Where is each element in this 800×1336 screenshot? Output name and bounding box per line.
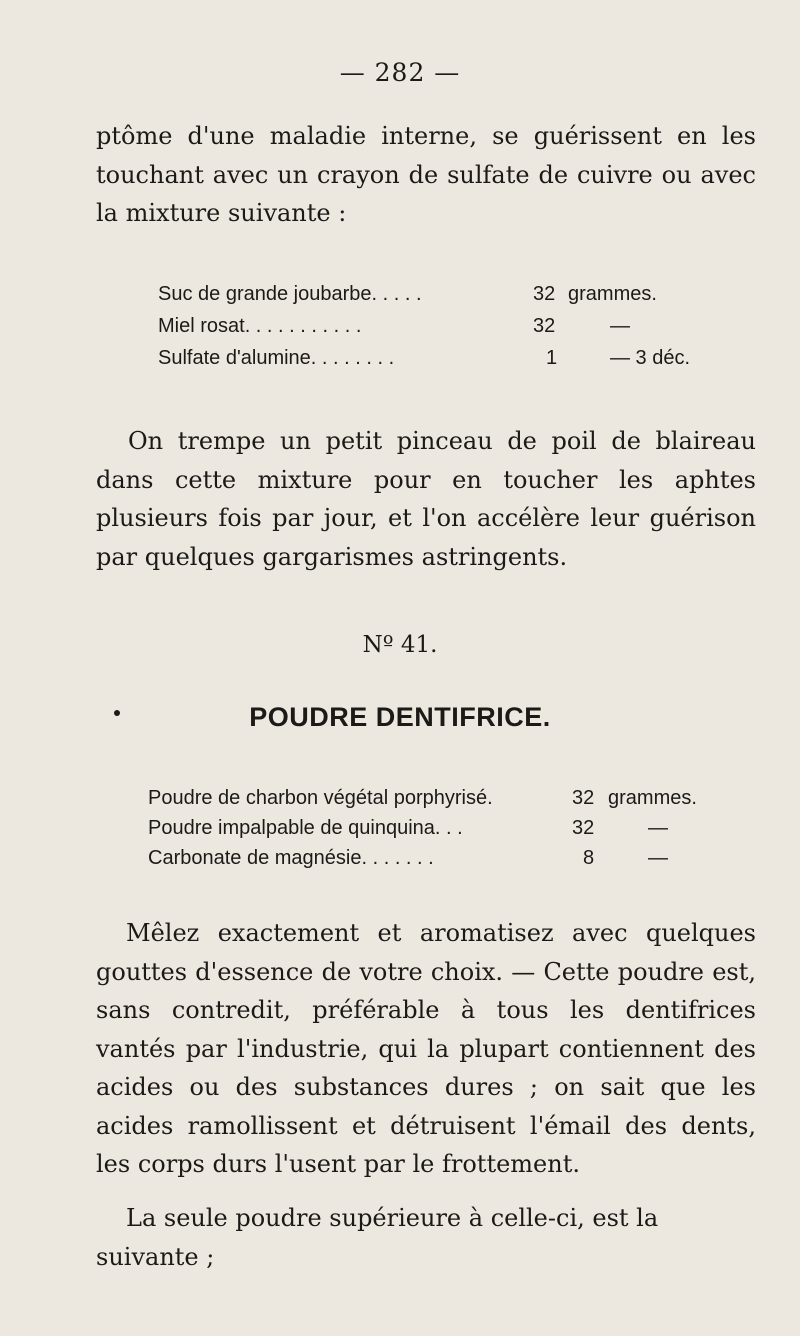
paragraph-continuation: ptôme d'une maladie interne, se guérissent en les touchant avec un crayon de sulfate de cuivre ou avec la mixture suivante : xyxy=(96,122,756,227)
paragraph-closing: La seule poudre supérieure à celle-ci, est la suivante ; xyxy=(96,1204,659,1271)
ingredient-unit: — 3 déc. xyxy=(610,347,691,369)
ingredient-quantity: 1 xyxy=(546,347,558,369)
ingredient-name: Carbonate de magnésie. . . . . . . xyxy=(148,847,434,869)
recipe-row xyxy=(0,347,800,375)
ingredient-unit: grammes. xyxy=(608,787,697,809)
paragraph-commentary: Mêlez exactement et aromatisez avec quelques gouttes d'essence de votre choix. — Cette poudre est, sans contredit, préférable à tous les dentifrices vantés par l'industrie, qui la plupart contiennent des acides ou des substances dures ; on sait que les acides ramollissent et détruisent l'émail des dents, les corps durs l'usent par le frottement. xyxy=(96,919,756,1178)
ingredient-quantity: 32 xyxy=(572,787,595,809)
recipe-title: POUDRE DENTIFRICE. xyxy=(249,702,551,732)
ingredient-unit: — xyxy=(610,315,630,337)
ingredient-unit: grammes. xyxy=(568,283,657,305)
page-number: — 282 — xyxy=(339,58,461,87)
paragraph-instructions: On trempe un petit pinceau de poil de blaireau dans cette mixture pour en toucher les aphtes plusieurs fois par jour, et l'on accélère leur guérison par quelques gargarismes astringents. xyxy=(96,427,756,571)
recipe-row xyxy=(0,817,800,845)
ingredient-quantity: 32 xyxy=(572,817,595,839)
ingredient-name: Suc de grande joubarbe. . . . . xyxy=(158,283,422,305)
ingredient-name: Miel rosat. . . . . . . . . . . xyxy=(158,315,362,337)
recipe-row xyxy=(0,315,800,343)
ingredient-name: Sulfate d'alumine. . . . . . . . xyxy=(158,347,395,369)
ingredient-unit: — xyxy=(648,817,668,839)
recipe-row xyxy=(0,847,800,875)
ingredient-name: Poudre impalpable de quinquina. . . xyxy=(148,817,463,839)
recipe-number: Nº 41. xyxy=(362,632,438,658)
ingredient-quantity: 8 xyxy=(583,847,595,869)
recipe-row xyxy=(0,283,800,311)
ingredient-unit: — xyxy=(648,847,668,869)
ingredient-name: Poudre de charbon végétal porphyrisé. xyxy=(148,787,493,809)
ingredient-quantity: 32 xyxy=(533,315,556,337)
recipe-row xyxy=(0,787,800,815)
ingredient-quantity: 32 xyxy=(533,283,556,305)
